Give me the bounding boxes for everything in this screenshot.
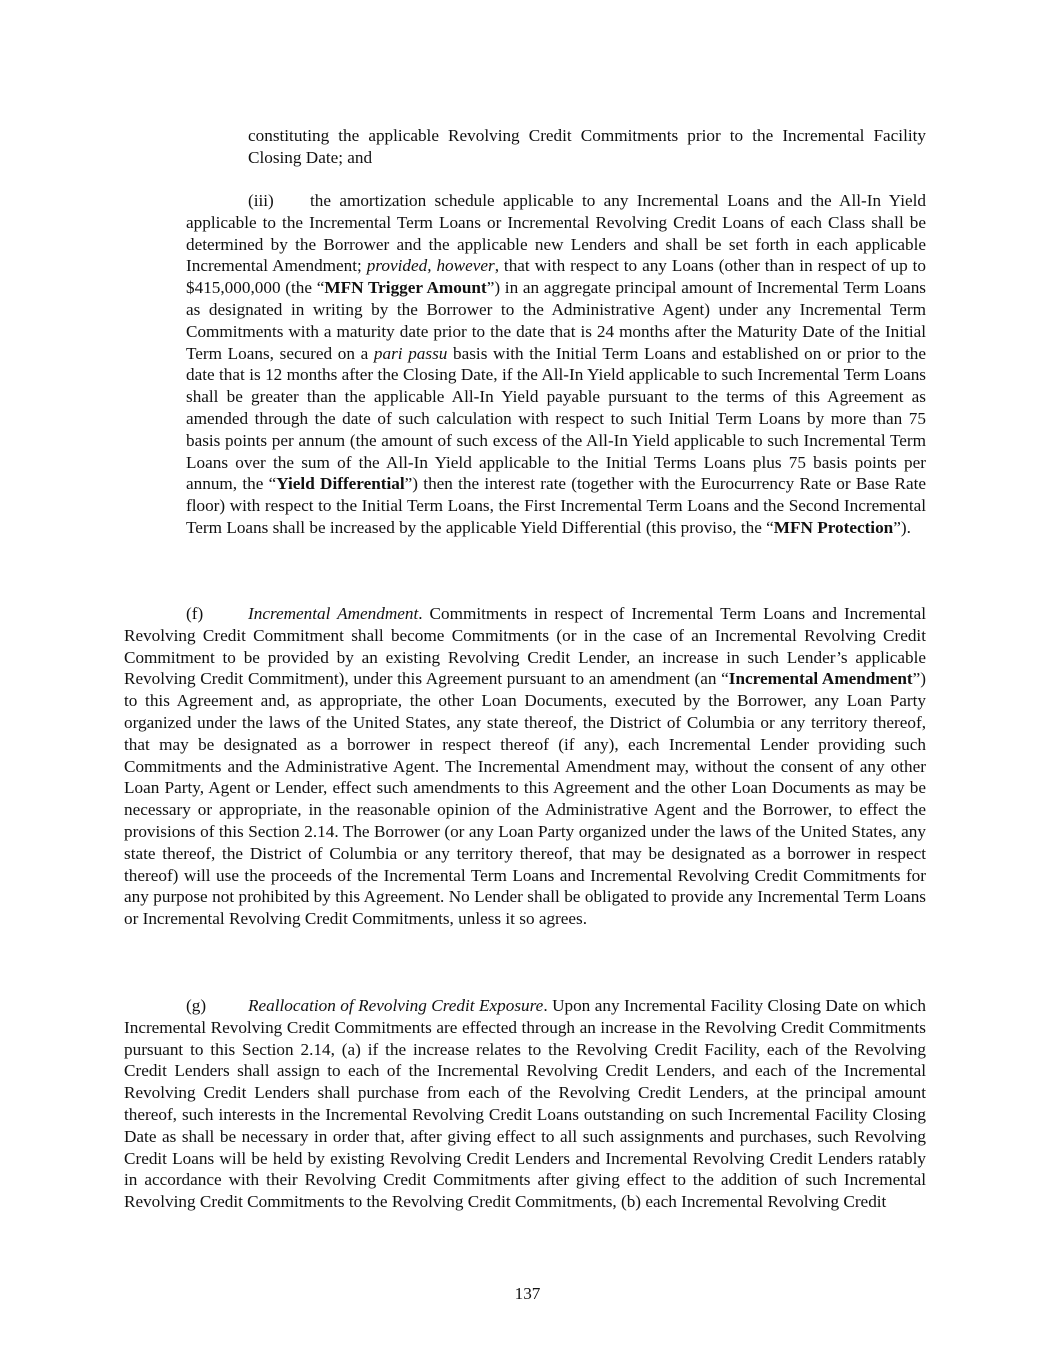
- continuation-paragraph: [248, 125, 926, 169]
- clause-iii-text-1: the amortization schedule applicable to any Incremental Loans and the All-In Yield applicable to the Incremental Term Loans or Incremental Revolving Credit Loans of each Class shall be determined by the Borrower and the applicable new Lenders and shall be set forth in each applicable Incremental Amendment;: [186, 191, 926, 276]
- clause-f-label: (f): [186, 604, 204, 623]
- clause-iii-paragraph: [186, 190, 926, 539]
- clause-g-heading: Reallocation of Revolving Credit Exposure: [248, 996, 544, 1015]
- defined-term-mfn-trigger-amount: MFN Trigger Amount: [324, 278, 487, 298]
- clause-iii-pari-passu: pari passu: [373, 343, 448, 363]
- clause-f-heading: Incremental Amendment: [248, 604, 419, 623]
- clause-g-paragraph: [124, 995, 926, 1213]
- clause-g-label: (g): [186, 996, 207, 1015]
- clause-iii-provided-however: provided, however: [366, 256, 495, 276]
- clause-iii-text-9: ”) then the interest rate (together with the Eurocurrency Rate or Base Rate floor) with respect to the Initial Term Loans, the First Incremental Term Loans and the Second Incremental Term Loans shall be increased by the applicable Yield Differential (this proviso, the “: [186, 474, 927, 537]
- clause-iii-text-7: basis with the Initial Term Loans and established on or prior to the date that is 12 months after the Closing Date, if the All-In Yield applicable to such Incremental Term Loans shall be greater than the applicable All-In Yield payable pursuant to the terms of this Agreement as amended through the date of such calculation with respect to such Initial Term Loans by more than 75 basis points per annum (the amount of such excess of the All-In Yield applicable to such Incremental Term Loans over the sum of the All-In Yield applicable to the Initial Terms Loans plus 75 basis points per annum, the “: [186, 343, 927, 494]
- clause-f-text-1: . Commitments in respect of Incremental Term Loans and Incremental Revolving Credit Commitment shall become Commitments (or in the case of an Incremental Revolving Credit Commitment to be provided by an existing Revolving Credit Lender, an increase in such Lender’s applicable Revolving Credit Commitment), under this Agreement pursuant to an amendment (an “: [124, 604, 927, 689]
- continuation-text: constituting the applicable Revolving Credit Commitments prior to the Incremental Facility Closing Date; and: [248, 126, 926, 167]
- clause-f-paragraph: [124, 603, 926, 930]
- clause-iii-text-3: , that with respect to any Loans (other than in respect of up to $415,000,000 (the “: [186, 256, 926, 298]
- page-number: 137: [514, 1284, 541, 1303]
- clause-iii-label: (iii): [248, 191, 274, 210]
- clause-f-text-3: ”) to this Agreement and, as appropriate, the other Loan Documents, executed by the Borrower, any Loan Party organized under the laws of the United States, any state thereof, the District of Columbia or any territory thereof, that may be designated as a borrower in respect thereof (if any), each Incremental Lender providing such Commitments and the Administrative Agent. The Incremental Amendment may, without the consent of any other Loan Party, Agent or Lender, effect such amendments to this Agreement and the other Loan Documents as may be necessary or appropriate, in the reasonable opinion of the Administrative Agent and the Borrower, to effect the provisions of this Section 2.14. The Borrower (or any Loan Party organized under the laws of the United States, any state thereof, the District of Columbia or any territory thereof, that may be designated as a borrower in respect thereof) will use the proceeds of the Incremental Term Loans and Incremental Revolving Credit Commitments for any purpose not prohibited by this Agreement. No Lender shall be obligated to provide any Incremental Term Loans or Incremental Revolving Credit Commitments, unless it so agrees.: [124, 669, 926, 929]
- clause-iii-text-11: ”).: [893, 517, 911, 537]
- defined-term-yield-differential: Yield Differential: [276, 474, 405, 494]
- defined-term-mfn-protection: MFN Protection: [773, 517, 894, 537]
- clause-g-text-1: . Upon any Incremental Facility Closing Date on which Incremental Revolving Credit Commitments are effected through an increase in the Revolving Credit Commitments pursuant to this Section 2.14, (a) if the increase relates to the Revolving Credit Facility, each of the Revolving Credit Lenders shall assign to each of the Incremental Revolving Credit Lenders, and each of the Incremental Revolving Credit Lenders shall purchase from each of the Revolving Credit Lenders, at the principal amount thereof, such interests in the Incremental Revolving Credit Loans outstanding on such Incremental Facility Closing Date as shall be necessary in order that, after giving effect to all such assignments and purchases, such Revolving Credit Loans will be held by existing Revolving Credit Lenders and Incremental Revolving Credit Lenders ratably in accordance with their Revolving Credit Commitments after giving effect to the addition of such Incremental Revolving Credit Commitments to the Revolving Credit Commitments, (b) each Incremental Revolving Credit: [124, 996, 926, 1212]
- clause-iii-text-5: ”) in an aggregate principal amount of Incremental Term Loans as designated in writing by the Borrower to the Administrative Agent) under any Incremental Term Commitments with a maturity date prior to the date that is 24 months after the Maturity Date of the Initial Term Loans, secured on a: [186, 278, 926, 363]
- defined-term-incremental-amendment: Incremental Amendment: [728, 669, 913, 689]
